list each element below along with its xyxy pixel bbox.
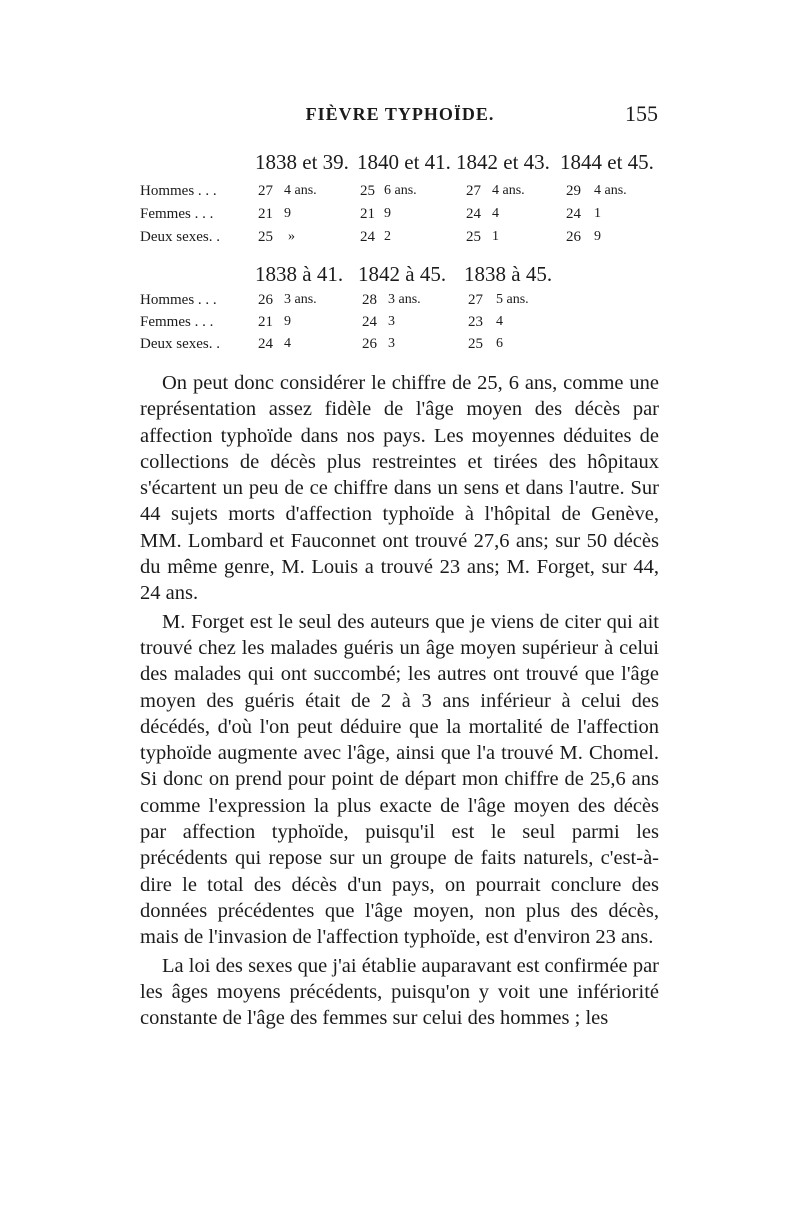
table2-row-hommes	[0, 292, 800, 316]
table-value: 2	[384, 229, 391, 244]
table-value: »	[288, 229, 295, 244]
paragraph: La loi des sexes que j'ai établie auparavant est confirmée par les âges moyens précédents, puisqu'on y voit une infériorité constante de l'âge des femmes sur celui des hommes ; les	[140, 954, 659, 1030]
table-value: 9	[594, 229, 601, 244]
table-value: 3	[388, 336, 395, 351]
table-value: 4	[496, 314, 503, 329]
table-value: 9	[384, 206, 391, 221]
table-value: 29	[566, 183, 581, 199]
table-value: 4	[284, 336, 291, 351]
table-value: 6 ans.	[384, 183, 417, 198]
row-label: Deux sexes. .	[140, 336, 220, 352]
table-value: 23	[468, 314, 483, 330]
running-title: FIÈVRE TYPHOÏDE.	[305, 104, 495, 124]
table-value: 26	[258, 292, 273, 308]
table-value: 24	[360, 229, 375, 245]
table-value: 25	[468, 336, 483, 352]
paragraph: On peut donc considérer le chiffre de 25, 6 ans, comme une représentation assez fidèle de l'âge moyen des décès par affection typhoïde dans nos pays. Les moyennes déduites de collections de décès plus restreintes et tirées des hôpitaux s'écartent un peu de ce chiffre dans un sens et dans l'autre. Sur 44 sujets morts d'affection typhoïde à l'hôpital de Genève, MM. Lombard et Fauconnet ont trouvé 27,6 ans; sur 50 décès du même genre, M. Louis a trouvé 23 ans; M. Forget, sur 44, 24 ans.	[140, 372, 659, 605]
table-value: 4 ans.	[492, 183, 525, 198]
table-value: 4	[492, 206, 499, 221]
table2-row-femmes	[0, 314, 800, 338]
table-value: 25	[360, 183, 375, 199]
row-label: Deux sexes. .	[140, 229, 220, 245]
table1-row-femmes	[0, 206, 800, 230]
table-value: 9	[284, 206, 291, 221]
table-value: 6	[496, 336, 503, 351]
table-value: 25	[258, 229, 273, 245]
table1-period-1: 1838 et 39.	[255, 150, 349, 174]
table-value: 24	[466, 206, 481, 222]
table-value: 26	[566, 229, 581, 245]
table-value: 9	[284, 314, 291, 329]
table-value: 3 ans.	[388, 292, 421, 307]
table-value: 21	[258, 314, 273, 330]
table2-period-1: 1838 à 41.	[255, 262, 344, 286]
table-value: 1	[492, 229, 499, 244]
table-value: 27	[468, 292, 483, 308]
table1-period-2: 1840 et 41.	[357, 150, 451, 174]
table1-period-4: 1844 et 45.	[560, 150, 654, 174]
row-label: Femmes . . .	[140, 206, 214, 222]
table-value: 4 ans.	[284, 183, 317, 198]
table1-row-deux-sexes	[0, 229, 800, 253]
table-value: 28	[362, 292, 377, 308]
table-value: 4 ans.	[594, 183, 627, 198]
table-value: 1	[594, 206, 601, 221]
row-label: Hommes . . .	[140, 183, 217, 199]
row-label: Femmes . . .	[140, 314, 214, 330]
table2-header-row	[0, 262, 800, 286]
body-text	[140, 370, 659, 1031]
row-label: Hommes . . .	[140, 292, 217, 308]
table2-row-deux-sexes	[0, 336, 800, 360]
table-value: 3	[388, 314, 395, 329]
table-value: 24	[258, 336, 273, 352]
table-value: 24	[566, 206, 581, 222]
table-value: 27	[258, 183, 273, 199]
table2-period-2: 1842 à 45.	[358, 262, 447, 286]
table1-period-3: 1842 et 43.	[456, 150, 550, 174]
table2-period-3: 1838 à 45.	[464, 262, 553, 286]
table-value: 26	[362, 336, 377, 352]
table-value: 27	[466, 183, 481, 199]
table1-row-hommes	[0, 183, 800, 207]
page-number: 155	[625, 101, 658, 126]
table-value: 5 ans.	[496, 292, 529, 307]
table-value: 24	[362, 314, 377, 330]
table-value: 25	[466, 229, 481, 245]
table1-header-row	[0, 150, 800, 174]
table-value: 21	[360, 206, 375, 222]
table-value: 21	[258, 206, 273, 222]
table-value: 3 ans.	[284, 292, 317, 307]
paragraph: M. Forget est le seul des auteurs que je viens de citer qui ait trouvé chez les malades guéris un âge moyen supérieur à celui des malades qui ont succombé; les autres ont trouvé que l'âge moyen des guéris était de 2 à 3 ans inférieur à celui des décédés, d'où l'on peut déduire que la mortalité de l'affection typhoïde augmente avec l'âge, ainsi que l'a trouvé M. Chomel. Si donc on prend pour point de départ mon chiffre de 25,6 ans comme l'expression la plus exacte de l'âge moyen des décès par affection typhoïde, puisqu'il est le seul parmi les précédents qui repose sur un groupe de faits naturels, c'est-à-dire le total des décès d'un pays, on pourrait conclure des données précédentes que l'âge moyen, non plus des décès, mais de l'invasion de l'affection typhoïde, est d'environ 23 ans.	[140, 610, 659, 949]
